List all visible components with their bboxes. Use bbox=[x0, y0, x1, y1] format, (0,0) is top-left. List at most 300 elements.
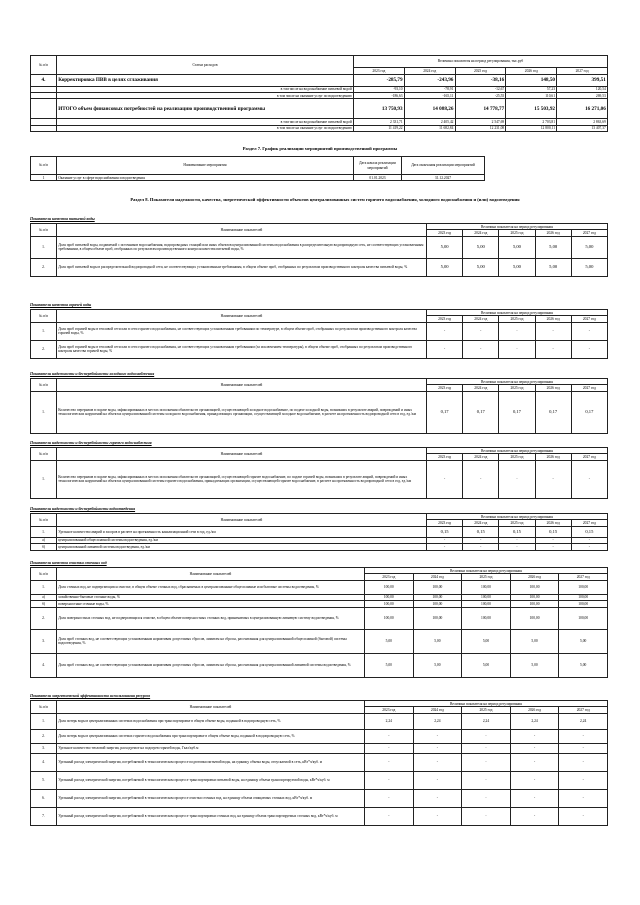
table-cell bbox=[31, 125, 57, 131]
table-cell: 100,00 bbox=[413, 607, 462, 629]
table-cell: 100,00 bbox=[413, 594, 462, 600]
table-cell: в том числе на оказание услуг по водоотведению bbox=[57, 92, 354, 98]
table-row bbox=[31, 175, 485, 181]
table-cell: 4. bbox=[31, 653, 57, 677]
column-header: 2027 год bbox=[559, 707, 608, 713]
table-cell: - bbox=[510, 729, 559, 743]
table-cell: - bbox=[510, 743, 559, 753]
column-header: 2024 год bbox=[413, 707, 462, 713]
column-header: 2026 год bbox=[535, 520, 571, 526]
column-header: № п/п bbox=[31, 568, 57, 581]
table-cell: 100,00 bbox=[510, 594, 559, 600]
table-row bbox=[31, 460, 608, 498]
table-cell: 1. bbox=[31, 322, 57, 340]
table-cell: 0,17 bbox=[427, 391, 463, 433]
table-cell: Доля потерь воды в централизованных системах горячего водоснабжения при транспортировке в общем объеме воды, поданной в водопроводную сеть, % bbox=[57, 729, 365, 743]
column-header: № п/п bbox=[31, 224, 57, 237]
table-cell: - bbox=[365, 743, 414, 753]
table-cell: 1 bbox=[31, 175, 57, 181]
table-cell: Доля поверхностных сточных вод, не подвергающихся очистке, в общем объеме поверхностных сточных вод, принимаемых в централизованную ливневую систему водоотведения, % bbox=[57, 607, 365, 629]
table-cell: 100,00 bbox=[559, 607, 608, 629]
column-header: № п/п bbox=[31, 379, 57, 392]
table-row bbox=[31, 74, 608, 86]
table-cell: а) bbox=[31, 594, 57, 600]
table-cell: -186,63 bbox=[354, 92, 405, 98]
table-cell: - bbox=[365, 753, 414, 771]
table-cell: 2,24 bbox=[510, 713, 559, 729]
column-header: 2025 год bbox=[499, 385, 535, 391]
table-cell: - bbox=[427, 537, 463, 543]
table-cell: - bbox=[413, 789, 462, 807]
table-cell: 100,00 bbox=[559, 601, 608, 607]
table-cell: 31.12.2027 bbox=[402, 175, 485, 181]
column-header: 2023 год bbox=[365, 574, 414, 580]
table-cell: 4. bbox=[31, 74, 57, 86]
table-cell: б) bbox=[31, 544, 57, 550]
column-header: 2026 год bbox=[510, 707, 559, 713]
table-cell: - bbox=[535, 544, 571, 550]
column-header: 2026 год bbox=[535, 385, 571, 391]
table-cell: 3. bbox=[31, 629, 57, 653]
table-cell: - bbox=[462, 807, 511, 825]
table-cell: 5,00 bbox=[535, 236, 571, 258]
table-cell: -93,10 bbox=[354, 86, 405, 92]
table-cell: 3. bbox=[31, 743, 57, 753]
table-cell: - bbox=[559, 807, 608, 825]
column-header: Величина показателя на период регулирования bbox=[427, 310, 608, 316]
column-header: Наименование показателей bbox=[57, 568, 365, 581]
table-cell: 2. bbox=[31, 340, 57, 358]
table-cell: - bbox=[571, 537, 607, 543]
table-cell: 5,00 bbox=[365, 653, 414, 677]
table-cell: - bbox=[510, 807, 559, 825]
table-cell: 2 547,69 bbox=[455, 119, 506, 125]
year-header: 2023 год bbox=[354, 68, 405, 74]
table-cell: - bbox=[463, 460, 499, 498]
column-header: 2023 год bbox=[427, 520, 463, 526]
table-row bbox=[31, 56, 608, 68]
column-header: Наименование показателей bbox=[57, 448, 427, 461]
table-cell: 2 703,81 bbox=[506, 119, 557, 125]
column-header: № п/п bbox=[31, 701, 57, 714]
table-cell: 13 407,37 bbox=[557, 125, 608, 131]
table-row bbox=[31, 236, 608, 258]
table-cell: - bbox=[463, 544, 499, 550]
table-cell: - bbox=[535, 322, 571, 340]
table-cell: 4. bbox=[31, 753, 57, 771]
column-header: 2027 год bbox=[571, 520, 607, 526]
table-cell: - bbox=[365, 807, 414, 825]
table-cell: Доля проб горячей воды в тепловой сети или в сети горячего водоснабжения, не соответствующих установленным требованиям по температуре, в общем объеме проб, отобранных по результатам производственного контроля качества горячей воды, % bbox=[57, 322, 427, 340]
table-cell: - bbox=[413, 753, 462, 771]
column-header: 2024 год bbox=[463, 316, 499, 322]
table-cell: 399,51 bbox=[557, 74, 608, 86]
table-cell: 100,00 bbox=[559, 580, 608, 594]
table-cell: 120,54 bbox=[557, 86, 608, 92]
table-cell: 5,00 bbox=[571, 258, 607, 276]
table-cell: 100,00 bbox=[413, 601, 462, 607]
table-cell: - bbox=[499, 460, 535, 498]
subsection-label: Показатели качества очистки сточных вод bbox=[30, 561, 107, 565]
table-cell: 100,00 bbox=[365, 607, 414, 629]
table-cell: 100,00 bbox=[462, 601, 511, 607]
table-cell: 100,00 bbox=[510, 580, 559, 594]
table-cell: -78,91 bbox=[404, 86, 455, 92]
table-cell: 0,15 bbox=[427, 526, 463, 537]
column-header: 2023 год bbox=[427, 316, 463, 322]
table-cell: 0,15 bbox=[571, 526, 607, 537]
table-row bbox=[31, 391, 608, 433]
table-cell: 100,00 bbox=[559, 594, 608, 600]
column-header: 2025 год bbox=[499, 454, 535, 460]
table-cell: -25,55 bbox=[455, 92, 506, 98]
table-row bbox=[31, 807, 608, 825]
table-cell: 11 419,22 bbox=[354, 125, 405, 131]
table-cell: -243,96 bbox=[404, 74, 455, 86]
table-cell: а) bbox=[31, 537, 57, 543]
table-cell: Количество перерывов в подаче воды, зафиксированных в местах исполнения обязательств организацией, осуществляющей горячее водоснабжение, по подаче горячей воды, возникших в результате аварий, повреждений и иных технологических нарушений на объектах централизованной системы горячего водоснабжения, принадлежащих организации, осуществляющей горячее водоснабжение, в расчете на протяженность водопроводной сети в год, ед./км bbox=[57, 460, 427, 498]
table-cell: Удельный расход электрической энергии, потребляемой в технологическом процессе транспортировки сточных вод, на единицу объема транспортируемых сточных вод, кВт*ч/куб. м bbox=[57, 807, 365, 825]
table-cell: Оказание услуг в сфере водоснабжения и водоотведения bbox=[57, 175, 354, 181]
column-header: Величина показателя на период регулирования bbox=[427, 514, 608, 520]
table-cell: 0,15 bbox=[535, 526, 571, 537]
table-cell: 2. bbox=[31, 607, 57, 629]
year-header: 2025 год bbox=[455, 68, 506, 74]
table-cell: Доля проб сточных вод, не соответствующих установленным нормативам допустимых сбросов, лимитам на сбросы, рассчитанная для централизованной общесплавной (бытовой) системы водоотведения, % bbox=[57, 629, 365, 653]
column-header: 2023 год bbox=[427, 454, 463, 460]
table-cell: 100,00 bbox=[462, 594, 511, 600]
table-cell: - bbox=[535, 340, 571, 358]
table-row bbox=[31, 99, 608, 119]
table-cell: 2,24 bbox=[413, 713, 462, 729]
table-cell: 148,50 bbox=[506, 74, 557, 86]
table-cell: Доля проб сточных вод, не соответствующих установленным нормативам допустимых сбросов, лимитам на сбросы, рассчитанная для централизованной ливневой системы водоотведения, % bbox=[57, 653, 365, 677]
column-header: 2024 год bbox=[463, 520, 499, 526]
table-cell: - bbox=[463, 537, 499, 543]
table-cell: 2. bbox=[31, 729, 57, 743]
hot-water-quality-table bbox=[30, 309, 608, 359]
table-cell: 11 682,84 bbox=[404, 125, 455, 131]
table-cell: 5,00 bbox=[559, 629, 608, 653]
column-header: 2027 год bbox=[571, 316, 607, 322]
table-cell: 14 088,26 bbox=[404, 99, 455, 119]
subsection-label: Показатели качества питьевой воды bbox=[30, 217, 95, 221]
table-cell: 5,00 bbox=[510, 629, 559, 653]
table-cell: -38,16 bbox=[455, 74, 506, 86]
table-row bbox=[31, 771, 608, 789]
table-cell: 7. bbox=[31, 807, 57, 825]
subsection-label: Показатели надежности и бесперебойности холодного водоснабжения bbox=[30, 372, 155, 376]
column-header: 2027 год bbox=[571, 454, 607, 460]
table-cell: - bbox=[510, 753, 559, 771]
column-header: 2026 год bbox=[535, 454, 571, 460]
table-cell: - bbox=[499, 537, 535, 543]
table-cell: - bbox=[427, 322, 463, 340]
table-cell: 5,00 bbox=[365, 629, 414, 653]
table-cell: ИТОГО объем финансовых потребностей на реализацию производственной программы bbox=[57, 99, 354, 119]
table-cell: 13 750,93 bbox=[354, 99, 405, 119]
cold-water-reliability-table bbox=[30, 378, 608, 434]
table-cell: - bbox=[462, 743, 511, 753]
table-cell: 12 800,11 bbox=[506, 125, 557, 131]
column-header: 2025 год bbox=[499, 316, 535, 322]
table-cell: 0,15 bbox=[463, 526, 499, 537]
table-row bbox=[31, 125, 608, 131]
table-cell: - bbox=[427, 544, 463, 550]
table-cell: - bbox=[499, 544, 535, 550]
schedule-table bbox=[30, 156, 485, 181]
table-cell: Удельный расход электрической энергии, потребляемой в технологическом процессе очистки сточных вод, на единицу объема очищаемых сточных вод, кВт*ч/куб. м bbox=[57, 789, 365, 807]
table-cell: 100,00 bbox=[365, 594, 414, 600]
table-cell: 5,00 bbox=[535, 258, 571, 276]
table-cell: -285,79 bbox=[354, 74, 405, 86]
table-cell: 100,00 bbox=[365, 601, 414, 607]
table-cell: 110,61 bbox=[506, 92, 557, 98]
table-cell: - bbox=[535, 537, 571, 543]
table-cell: в том числе на водоснабжение питьевой водой bbox=[57, 119, 354, 125]
table-row bbox=[31, 729, 608, 743]
table-row bbox=[31, 743, 608, 753]
table-cell: 57,23 bbox=[506, 86, 557, 92]
column-header: Наименование показателей bbox=[57, 701, 365, 714]
table-cell: 1. bbox=[31, 713, 57, 729]
table-cell: 0,15 bbox=[499, 526, 535, 537]
column-header: Наименование показателей bbox=[57, 224, 427, 237]
column-header: Величина показателя на период регулирования bbox=[427, 379, 608, 385]
table-cell: б) bbox=[31, 601, 57, 607]
table-cell: Доля потерь воды в централизованных системах водоснабжения при транспортировке в общем объеме воды, поданной в водопроводную сеть, % bbox=[57, 713, 365, 729]
column-header: 2024 год bbox=[463, 230, 499, 236]
column-header: 2024 год bbox=[413, 574, 462, 580]
year-header: 2024 год bbox=[404, 68, 455, 74]
table-cell: 1. bbox=[31, 580, 57, 594]
table-row bbox=[31, 753, 608, 771]
table-cell: 1. bbox=[31, 526, 57, 537]
table-cell: - bbox=[463, 340, 499, 358]
table-cell: 100,00 bbox=[462, 580, 511, 594]
table-cell: - bbox=[413, 807, 462, 825]
table-cell: - bbox=[365, 771, 414, 789]
table-cell: - bbox=[571, 460, 607, 498]
table-cell: 2 405,42 bbox=[404, 119, 455, 125]
table-row bbox=[31, 713, 608, 729]
table-cell: - bbox=[559, 753, 608, 771]
table-row bbox=[31, 340, 608, 358]
column-header: 2026 год bbox=[535, 230, 571, 236]
subsection-label: Показатели надежности и бесперебойности горячего водоснабжения bbox=[30, 441, 152, 445]
table-row bbox=[31, 544, 608, 550]
table-cell: - bbox=[571, 544, 607, 550]
col-no-header: № п/п bbox=[31, 56, 57, 75]
table-cell: 0,17 bbox=[463, 391, 499, 433]
table-cell: Количество перерывов в подаче воды, зафиксированных в местах исполнения обязательств организацией, осуществляющей холодное водоснабжение, по подаче холодной воды, возникших в результате аварий, повреждений и иных технологических нарушений на объектах централизованной системы холодного водоснабжения, принадлежащих организации, осуществляющей холодное водоснабжение, в расчете на протяженность водопроводной сети в год, ед./км bbox=[57, 391, 427, 433]
year-header: 2027 год bbox=[557, 68, 608, 74]
table-cell: Доля проб горячей воды в тепловой сети или в сети горячего водоснабжения, не соответствующих установленным требованиям (за исключением температуры), в общем объеме проб, отобранных по результатам производственного контроля качества горячей воды, % bbox=[57, 340, 427, 358]
table-row bbox=[31, 580, 608, 594]
col-end-header: Дата окончания реализации мероприятий bbox=[402, 157, 485, 175]
finance-table bbox=[30, 55, 608, 132]
table-cell: - bbox=[510, 771, 559, 789]
column-header: 2023 год bbox=[365, 707, 414, 713]
table-cell: 2 863,69 bbox=[557, 119, 608, 125]
column-header: Величина показателя на период регулирования bbox=[427, 448, 608, 454]
table-cell: 5,00 bbox=[463, 258, 499, 276]
drinking-water-quality-table bbox=[30, 223, 608, 277]
subsection-label: Показатели надежности и бесперебойности водоотведения bbox=[30, 507, 136, 511]
table-cell: 100,00 bbox=[510, 607, 559, 629]
column-header: 2024 год bbox=[463, 454, 499, 460]
wastewater-reliability-table bbox=[30, 513, 608, 551]
table-cell: - bbox=[413, 743, 462, 753]
wastewater-treatment-table bbox=[30, 567, 608, 678]
table-row bbox=[31, 526, 608, 537]
year-header: 2026 год bbox=[506, 68, 557, 74]
table-row bbox=[31, 607, 608, 629]
table-cell: централизованной общесплавной системы водоотведения, ед./км bbox=[57, 537, 427, 543]
table-cell: 12 231,08 bbox=[455, 125, 506, 131]
column-header: Наименование показателей bbox=[57, 310, 427, 323]
table-cell: 5,00 bbox=[413, 629, 462, 653]
table-cell: Удельный расход электрической энергии, потребляемой в технологическом процессе транспортировки питьевой воды, на единицу объема транспортируемой воды, кВт*ч/куб. м bbox=[57, 771, 365, 789]
table-row bbox=[31, 322, 608, 340]
column-header: 2023 год bbox=[427, 385, 463, 391]
table-cell: - bbox=[499, 322, 535, 340]
table-cell: -12,67 bbox=[455, 86, 506, 92]
column-header: № п/п bbox=[31, 448, 57, 461]
column-header: Величина показателя на период регулирования bbox=[365, 701, 608, 707]
table-cell: централизованной ливневой системы водоотведения, ед./км bbox=[57, 544, 427, 550]
table-cell: 5,00 bbox=[427, 258, 463, 276]
column-header: 2025 год bbox=[462, 574, 511, 580]
table-cell: 0,17 bbox=[535, 391, 571, 433]
table-cell: 5,00 bbox=[413, 653, 462, 677]
table-cell: 5,00 bbox=[463, 236, 499, 258]
col-group-header: Величина показателя на период регулирования, тыс.руб bbox=[354, 56, 608, 68]
table-cell: Удельное количество тепловой энергии, расходуемое на подогрев горячей воды, Гкал/куб.м bbox=[57, 743, 365, 753]
table-cell: 14 778,77 bbox=[455, 99, 506, 119]
table-cell: 5,00 bbox=[462, 629, 511, 653]
table-cell bbox=[31, 99, 57, 119]
column-header: 2025 год bbox=[462, 707, 511, 713]
hot-water-reliability-table bbox=[30, 447, 608, 499]
column-header: 2027 год bbox=[571, 385, 607, 391]
table-cell: в том числе на оказание услуг по водоотведению bbox=[57, 125, 354, 131]
column-header: 2024 год bbox=[463, 385, 499, 391]
table-cell: - bbox=[427, 340, 463, 358]
section-7-title: Раздел 7. График реализации мероприятий производственной программы bbox=[242, 146, 398, 151]
table-row bbox=[31, 157, 485, 175]
table-cell: 0,17 bbox=[499, 391, 535, 433]
column-header: Величина показателя на период регулирования bbox=[427, 224, 608, 230]
table-cell: 5,00 bbox=[462, 653, 511, 677]
table-cell: 0,17 bbox=[571, 391, 607, 433]
column-header: 2027 год bbox=[559, 574, 608, 580]
table-cell: 1. bbox=[31, 460, 57, 498]
table-cell: -165,11 bbox=[404, 92, 455, 98]
table-cell: - bbox=[510, 789, 559, 807]
table-cell: - bbox=[427, 460, 463, 498]
table-cell: 100,00 bbox=[462, 607, 511, 629]
column-header: 2026 год bbox=[535, 316, 571, 322]
table-cell: 5,00 bbox=[559, 653, 608, 677]
col-name-header: Наименование мероприятия bbox=[57, 157, 354, 175]
column-header: 2027 год bbox=[571, 230, 607, 236]
table-cell: - bbox=[559, 789, 608, 807]
table-cell: 2,24 bbox=[462, 713, 511, 729]
section-8-title: Раздел 8. Показатели надежности, качества, энергетической эффективности объектов централизованных систем горячего водоснабжения, холодного водоснабжения и (или) водоотведения bbox=[130, 197, 520, 202]
table-cell: 16 271,06 bbox=[557, 99, 608, 119]
subsection-label: Показатели энергетической эффективности использования ресурсов bbox=[30, 694, 151, 698]
table-cell: Доля проб питьевой воды, подаваемой с источников водоснабжения, водопроводных станций или иных объектов централизованной системы водоснабжения в распределительную водопроводную сеть, не соответствующих установленным требованиям, в общем объеме проб, отобранных по результатам производственного контроля качества питьевой воды, % bbox=[57, 236, 427, 258]
table-cell: - bbox=[413, 729, 462, 743]
col-start-header: Дата начала реализации мероприятий bbox=[354, 157, 402, 175]
column-header: 2025 год bbox=[499, 230, 535, 236]
table-row bbox=[31, 653, 608, 677]
table-cell: 1. bbox=[31, 391, 57, 433]
table-cell: - bbox=[413, 771, 462, 789]
table-cell: - bbox=[462, 729, 511, 743]
table-cell: Доля сточных вод, не подвергающихся очистке, в общем объеме сточных вод, сбрасываемых в централизованные общесплавные или бытовые системы водоотведения, % bbox=[57, 580, 365, 594]
table-cell: 2,24 bbox=[559, 713, 608, 729]
table-row bbox=[31, 258, 608, 276]
col-name-header: Статьи расходов bbox=[57, 56, 354, 75]
table-cell: - bbox=[535, 460, 571, 498]
table-cell: - bbox=[559, 771, 608, 789]
table-cell: Доля проб питьевой воды в распределительной водопроводной сети, не соответствующих установленным требованиям, в общем объеме проб, отобранных по результатам производственного контроля качества питьевой воды, % bbox=[57, 258, 427, 276]
table-cell: 5. bbox=[31, 771, 57, 789]
column-header: 2025 год bbox=[499, 520, 535, 526]
table-cell: хозяйственно-бытовые сточные воды, % bbox=[57, 594, 365, 600]
col-no-header: № п/п bbox=[31, 157, 57, 175]
column-header: Наименование показателей bbox=[57, 514, 427, 527]
column-header: 2023 год bbox=[427, 230, 463, 236]
column-header: № п/п bbox=[31, 310, 57, 323]
table-cell: 100,00 bbox=[365, 580, 414, 594]
subsection-label: Показатели качества горячей воды bbox=[30, 303, 92, 307]
table-row bbox=[31, 789, 608, 807]
table-cell: 269,53 bbox=[557, 92, 608, 98]
column-header: 2026 год bbox=[510, 574, 559, 580]
table-cell: 5,00 bbox=[499, 236, 535, 258]
table-cell: 100,00 bbox=[510, 601, 559, 607]
table-cell: 5,00 bbox=[571, 236, 607, 258]
table-cell: 5,00 bbox=[499, 258, 535, 276]
table-cell: в том числе на водоснабжение питьевой водой bbox=[57, 86, 354, 92]
table-cell: 15 503,92 bbox=[506, 99, 557, 119]
column-header: Наименование показателей bbox=[57, 379, 427, 392]
table-cell: 2 331,71 bbox=[354, 119, 405, 125]
table-cell: Удельный расход электрической энергии, потребляемой в технологическом процессе подготовки питьевой воды, на единицу объема воды, отпускаемой в сеть, кВт*ч/куб. м bbox=[57, 753, 365, 771]
table-cell: - bbox=[462, 753, 511, 771]
table-cell: - bbox=[463, 322, 499, 340]
table-cell: 1. bbox=[31, 236, 57, 258]
table-cell: - bbox=[365, 729, 414, 743]
table-cell: - bbox=[462, 771, 511, 789]
table-cell: - bbox=[571, 322, 607, 340]
table-cell: - bbox=[571, 340, 607, 358]
table-cell: - bbox=[365, 789, 414, 807]
table-cell: поверхностные сточные воды, % bbox=[57, 601, 365, 607]
table-cell: - bbox=[462, 789, 511, 807]
table-cell: 2,24 bbox=[365, 713, 414, 729]
table-cell: - bbox=[499, 340, 535, 358]
column-header: Величина показателя на период регулирования bbox=[365, 568, 608, 574]
table-cell: 5,00 bbox=[510, 653, 559, 677]
table-cell: 01.01.2023 bbox=[354, 175, 402, 181]
table-cell: Корректировка ПВВ в целях сглаживания bbox=[57, 74, 354, 86]
table-row bbox=[31, 629, 608, 653]
table-cell: - bbox=[559, 743, 608, 753]
